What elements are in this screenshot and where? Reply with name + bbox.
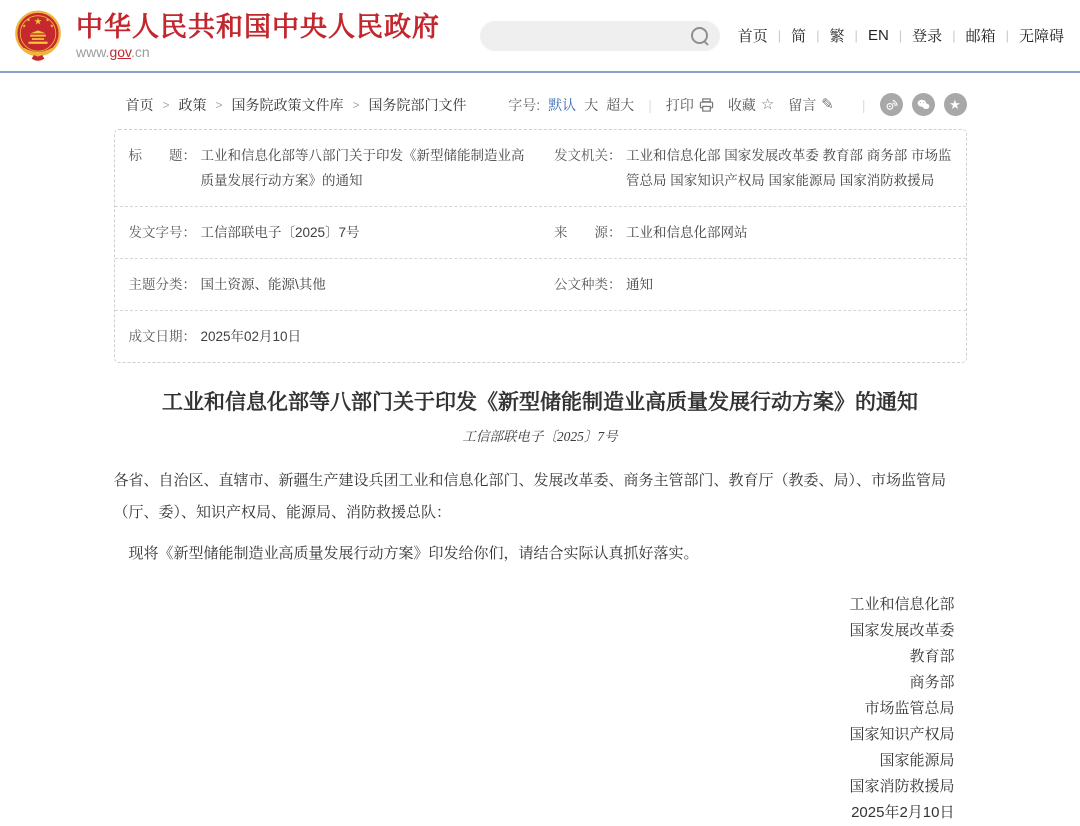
signature-line: 教育部 — [909, 648, 955, 665]
star-icon: ★ — [949, 97, 961, 112]
site-url — [76, 44, 440, 60]
top-nav — [736, 25, 1066, 46]
search-icon[interactable] — [691, 27, 708, 44]
document-body — [114, 465, 967, 570]
nav-english[interactable]: EN — [867, 27, 889, 44]
pen-icon: ✎ — [821, 96, 834, 113]
site-url-gov: gov — [109, 43, 131, 60]
favorite-label: 收藏 — [727, 96, 756, 113]
national-emblem-icon — [12, 8, 64, 64]
signature-line: 国家知识产权局 — [849, 726, 955, 743]
breadcrumb-policy[interactable]: 政策 — [178, 96, 207, 113]
meta-row-2 — [115, 207, 966, 259]
breadcrumb-department-docs[interactable]: 国务院部门文件 — [368, 96, 467, 113]
signature-date: 2025年2月10日 — [851, 804, 955, 821]
meta-docno-label: 发文字号： — [128, 225, 196, 240]
comment-button[interactable] — [788, 95, 834, 115]
weibo-share-icon[interactable] — [880, 93, 903, 116]
breadcrumb — [114, 95, 467, 115]
font-size-default[interactable]: 默认 — [548, 96, 577, 113]
meta-date-cell — [115, 311, 966, 362]
site-url-suffix: .cn — [131, 43, 150, 60]
meta-source-value: 工业和信息化部网站 — [626, 225, 748, 240]
site-header — [0, 0, 1080, 73]
meta-date-value: 2025年02月10日 — [200, 329, 302, 344]
signature-block — [114, 592, 967, 826]
nav-separator: | — [1005, 28, 1009, 43]
breadcrumb-home[interactable]: 首页 — [125, 96, 154, 113]
signature-line: 国家发展改革委 — [849, 622, 955, 639]
meta-row-1 — [115, 130, 966, 207]
breadcrumb-policy-library[interactable]: 国务院政策文件库 — [231, 96, 344, 113]
font-size-large[interactable]: 大 — [584, 96, 599, 113]
meta-issuer-label: 发文机关： — [554, 148, 622, 163]
meta-date-label: 成文日期： — [128, 329, 196, 344]
favorite-share-icon[interactable] — [944, 93, 967, 116]
svg-text:★: ★ — [26, 17, 31, 23]
svg-text:★: ★ — [33, 16, 43, 28]
print-button[interactable] — [666, 95, 714, 115]
signature-line: 工业和信息化部 — [849, 596, 955, 613]
document-title: 工业和信息化部等八部门关于印发《新型储能制造业高质量发展行动方案》的通知 — [162, 390, 918, 414]
font-size-xlarge[interactable]: 超大 — [606, 96, 635, 113]
meta-category-cell — [115, 259, 541, 310]
meta-category-value: 国土资源、能源\其他 — [200, 277, 326, 292]
toolbar-divider: | — [861, 96, 866, 113]
breadcrumb-separator: > — [162, 97, 170, 112]
meta-docno-value: 工信部联电子〔2025〕7号 — [200, 225, 360, 240]
nav-separator: | — [777, 28, 782, 43]
printer-icon — [699, 98, 714, 112]
document-article — [114, 387, 967, 826]
meta-docno-cell — [115, 207, 541, 258]
document-meta-table — [114, 129, 967, 363]
meta-source-cell — [540, 207, 966, 258]
svg-text:★: ★ — [22, 23, 27, 29]
meta-source-label: 来 源： — [554, 225, 622, 240]
nav-home[interactable]: 首页 — [737, 28, 768, 45]
svg-text:★: ★ — [45, 17, 50, 23]
search-box[interactable] — [480, 21, 720, 51]
comment-label: 留言 — [788, 96, 817, 113]
nav-simplified[interactable]: 简 — [791, 28, 807, 45]
nav-mail[interactable]: 邮箱 — [965, 28, 996, 45]
meta-doctype-cell — [540, 259, 966, 310]
share-icons — [880, 93, 967, 116]
paragraph-main: 现将《新型储能制造业高质量发展行动方案》印发给你们，请结合实际认真抓好落实。 — [128, 545, 699, 562]
nav-separator: | — [898, 28, 903, 43]
meta-issuer-cell — [540, 130, 966, 206]
signature-line: 国家能源局 — [879, 752, 955, 769]
meta-doctype-label: 公文种类： — [554, 277, 622, 292]
nav-separator: | — [854, 28, 858, 43]
nav-login[interactable]: 登录 — [912, 28, 943, 45]
meta-category-label: 主题分类： — [128, 277, 196, 292]
signature-line: 国家消防救援局 — [849, 778, 955, 795]
meta-doctype-value: 通知 — [626, 277, 653, 292]
paragraph-addressees: 各省、自治区、直辖市、新疆生产建设兵团工业和信息化部门、发展改革委、商务主管部门、教育厅（教委、局）、市场监管局（厅、委）、知识产权局、能源局、消防救援总队： — [113, 472, 947, 521]
search-input[interactable] — [494, 27, 691, 45]
breadcrumb-separator: > — [352, 97, 360, 112]
meta-title-cell — [115, 130, 541, 206]
site-url-prefix: www. — [76, 43, 110, 60]
toolbar-divider: | — [648, 96, 652, 113]
toolbar — [114, 93, 967, 116]
print-label: 打印 — [665, 96, 694, 113]
svg-text:★: ★ — [49, 23, 54, 29]
signature-line: 市场监管总局 — [864, 700, 955, 717]
wechat-share-icon[interactable] — [912, 93, 935, 116]
meta-title-label: 标 题： — [128, 148, 196, 163]
favorite-button[interactable] — [728, 95, 774, 115]
meta-row-3 — [115, 259, 966, 311]
meta-title-value: 工业和信息化部等八部门关于印发《新型储能制造业高质量发展行动方案》的通知 — [200, 148, 525, 188]
nav-accessibility[interactable]: 无障碍 — [1018, 28, 1064, 45]
site-title: 中华人民共和国中央人民政府 — [76, 11, 440, 42]
nav-separator: | — [952, 28, 956, 43]
nav-separator: | — [816, 28, 820, 43]
meta-issuer-value: 工业和信息化部 国家发展改革委 教育部 商务部 市场监管总局 国家知识产权局 国家能源局 国家消防救援局 — [626, 148, 952, 188]
site-brand[interactable] — [12, 8, 440, 64]
breadcrumb-separator: > — [215, 97, 223, 112]
document-number: 工信部联电子〔2025〕7号 — [462, 429, 618, 444]
font-size-label: 字号: — [508, 96, 541, 113]
meta-row-4 — [115, 311, 966, 362]
star-outline-icon: ☆ — [760, 96, 775, 113]
nav-traditional[interactable]: 繁 — [829, 28, 845, 45]
signature-line: 商务部 — [909, 674, 955, 691]
